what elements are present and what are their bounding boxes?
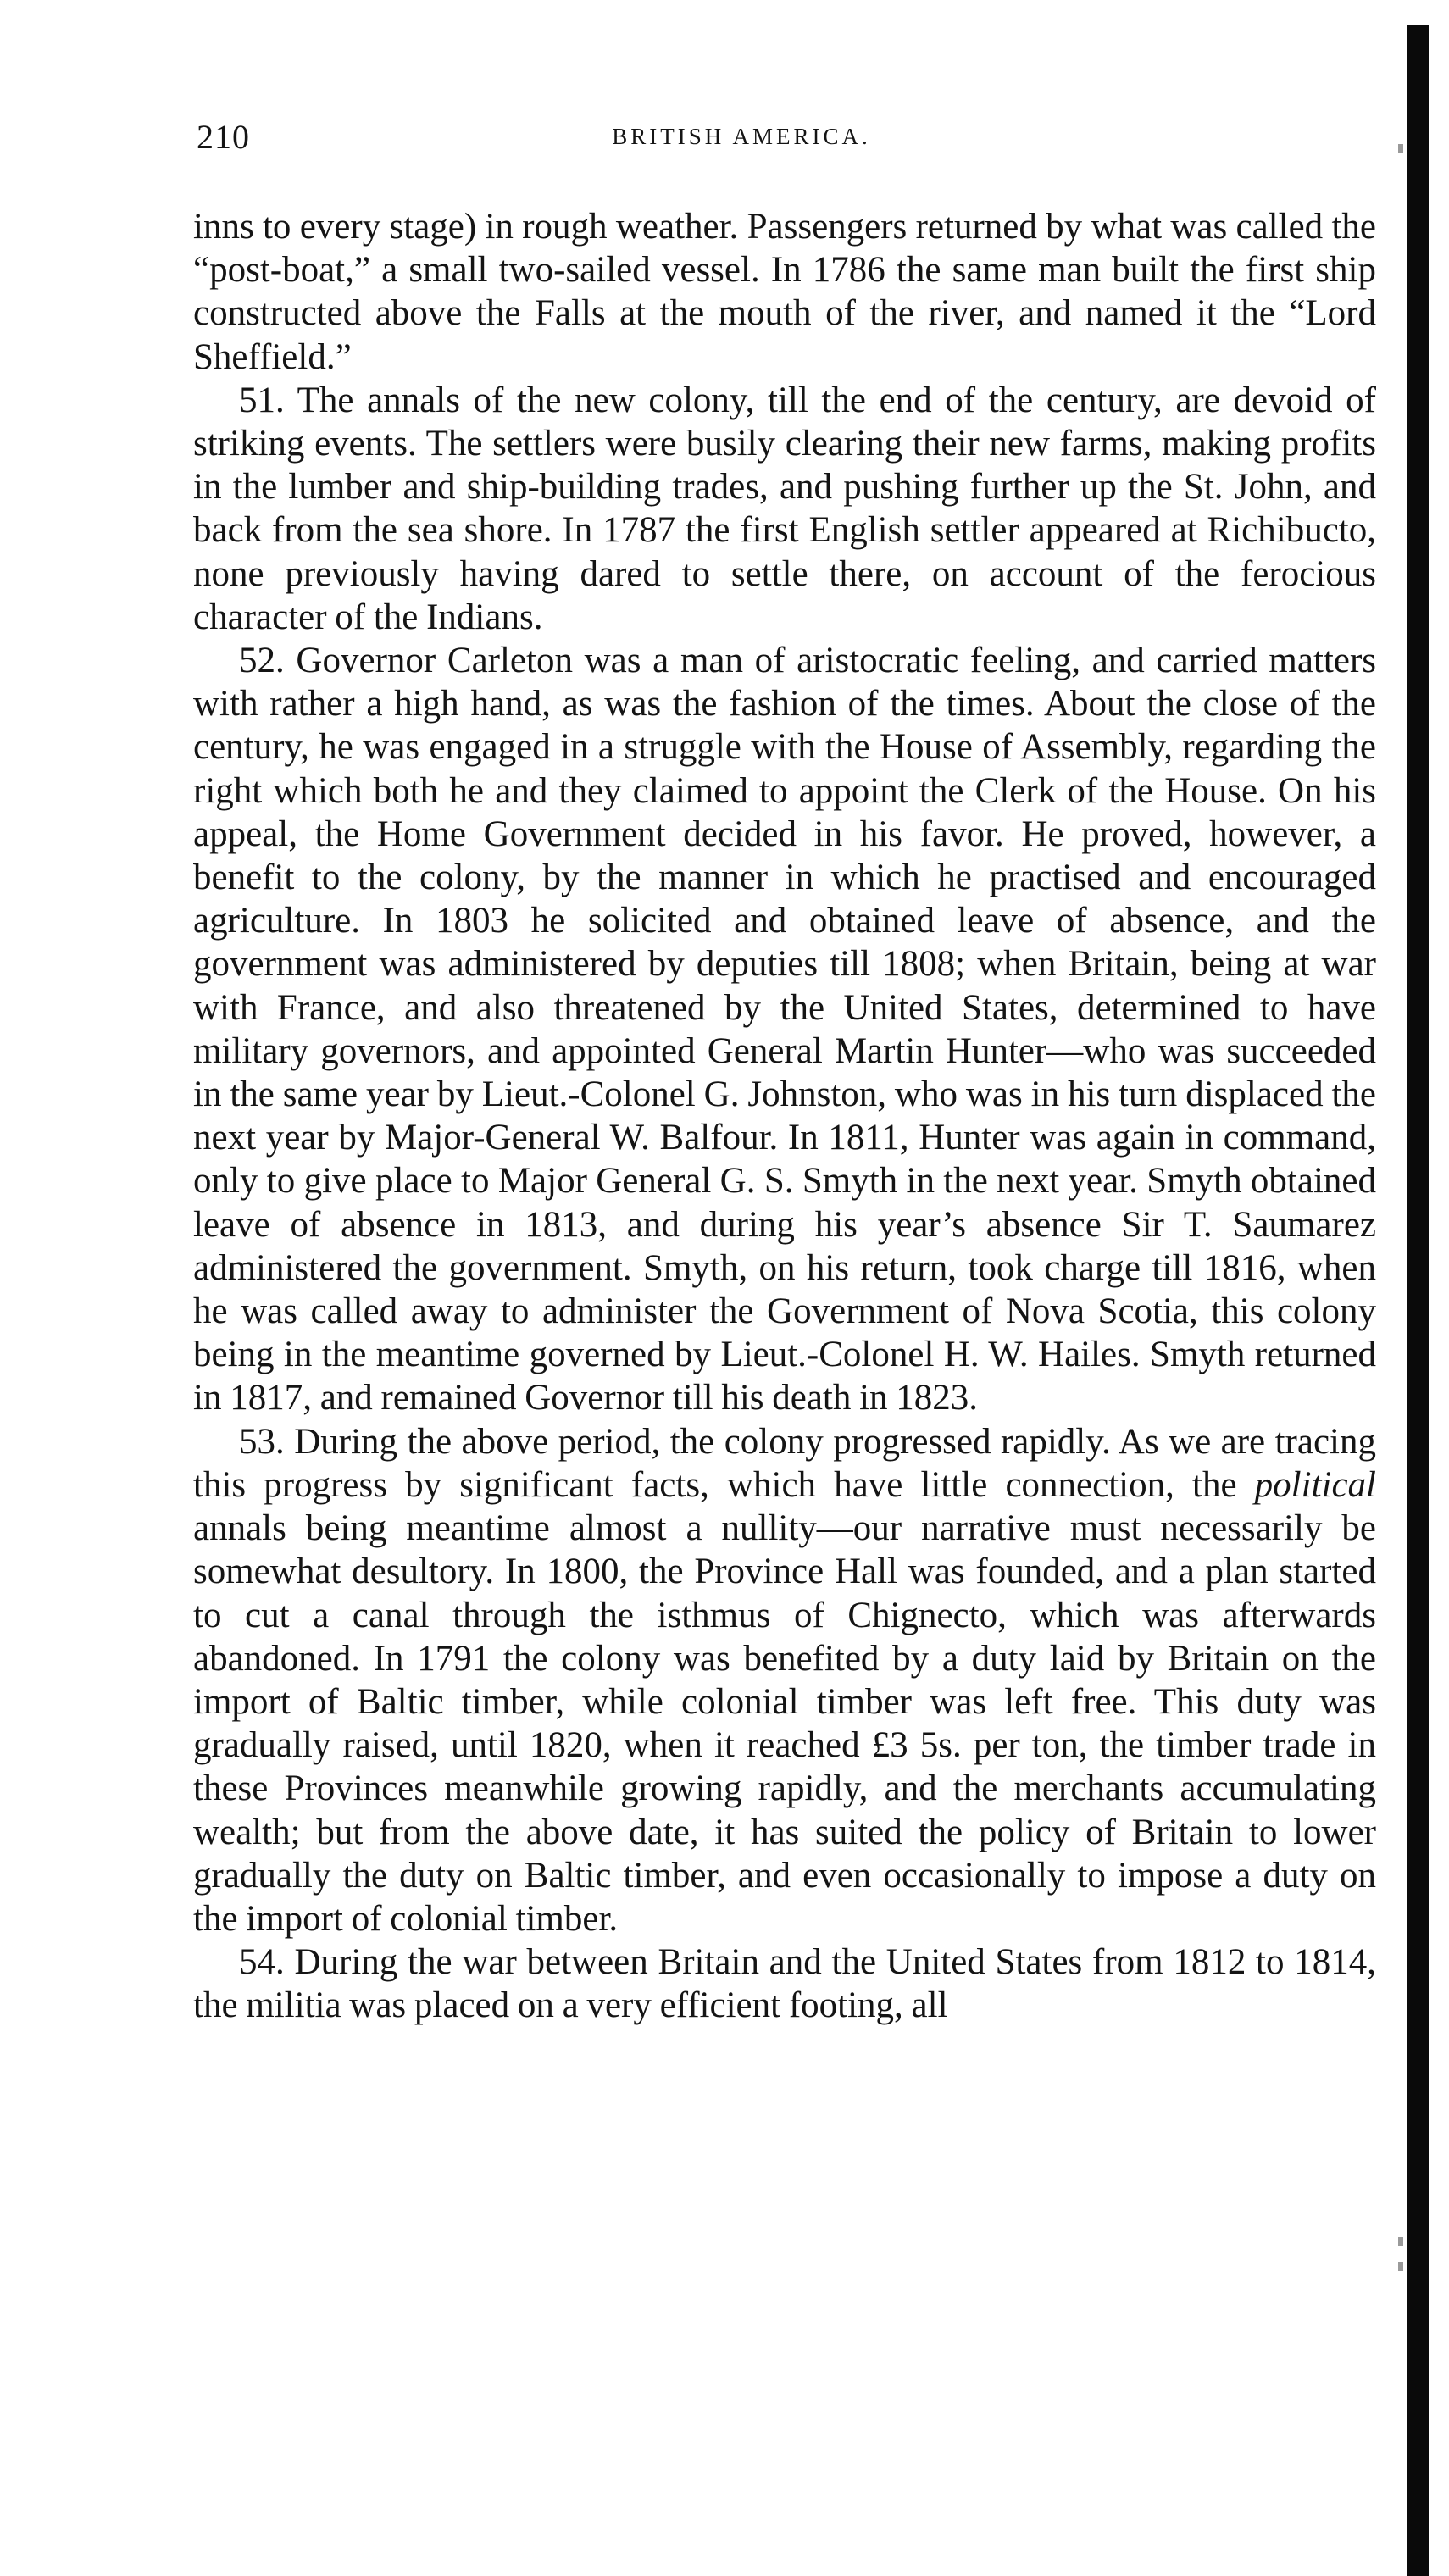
- paragraph-continuation: inns to every stage) in rough weather. Passengers returned by what was called the “post-boat,” a small two-sailed vessel. In 1786 the same man built the first ship constructed above the Falls at the mouth of the river, and named it the “Lord Sheffield.”: [193, 207, 1376, 377]
- paragraph-53-italic-word: political: [1254, 1464, 1376, 1505]
- page-edge-binding: [1407, 25, 1429, 2576]
- paragraph-51: 51. The annals of the new colony, till the end of the century, are devoid of striking events. The settlers were busily clearing their new farms, making profits in the lumber and ship-building trades, and pushing further up the St. John, and back from the sea shore. In 1787 the first English settler appeared at Richibucto, none previously having dared to settle there, on account of the ferocious character of the Indians.: [193, 380, 1376, 637]
- paragraph-54: 54. During the war between Britain and the United States from 1812 to 1814, the militia was placed on a very efficient footing, all: [193, 1942, 1376, 2026]
- running-head: BRITISH AMERICA.: [612, 124, 871, 149]
- body-text: [193, 205, 1376, 2028]
- edge-mark: [1398, 144, 1403, 153]
- page-number: 210: [197, 118, 250, 156]
- edge-mark: [1398, 2237, 1403, 2246]
- paragraph-53-text-after-italic: annals being meantime almost a nullity—our narrative must necessarily be somewhat desultory. In 1800, the Province Hall was founded, and a plan started to cut a canal through the isthmus of Chignecto, which was afterwards abandoned. In 1791 the colony was benefited by a duty laid by Britain on the import of Baltic timber, while colonial timber was left free. This duty was gradually raised, until 1820, when it reached £3 5s. per ton, the timber trade in these Provinces meanwhile growing rapidly, and the merchants accumulating wealth; but from the above date, it has suited the policy of Britain to lower gradually the duty on Baltic timber, and even occasionally to impose a duty on the import of colonial timber.: [193, 1508, 1376, 1939]
- edge-mark: [1398, 2262, 1403, 2271]
- paragraph-52: 52. Governor Carleton was a man of aristocratic feeling, and carried matters with rather a high hand, as was the fashion of the times. About the close of the century, he was engaged in a struggle with the House of Assembly, regarding the right which both he and they claimed to appoint the Clerk of the House. On his appeal, the Home Government decided in his favor. He proved, however, a benefit to the colony, by the manner in which he practised and encouraged agriculture. In 1803 he solicited and obtained leave of absence, and the government was administered by deputies till 1808; when Britain, being at war with France, and also threatened by the United States, determined to have military governors, and appointed General Martin Hunter—who was succeeded in the same year by Lieut.-Colonel G. Johnston, who was in his turn displaced the next year by Major-General W. Balfour. In 1811, Hunter was again in command, only to give place to Major General G. S. Smyth in the next year. Smyth obtained leave of absence in 1813, and during his year’s absence Sir T. Saumarez administered the government. Smyth, on his return, took charge till 1816, when he was called away to administer the Government of Nova Scotia, this colony being in the meantime governed by Lieut.-Colonel H. W. Hailes. Smyth returned in 1817, and remained Governor till his death in 1823.: [193, 641, 1376, 1418]
- paragraph-53-text-before-italic: 53. During the above period, the colony progressed rapidly. As we are tracing this progress by significant facts, which have little connection, the: [193, 1421, 1376, 1505]
- paragraph-53: [193, 1420, 1376, 1940]
